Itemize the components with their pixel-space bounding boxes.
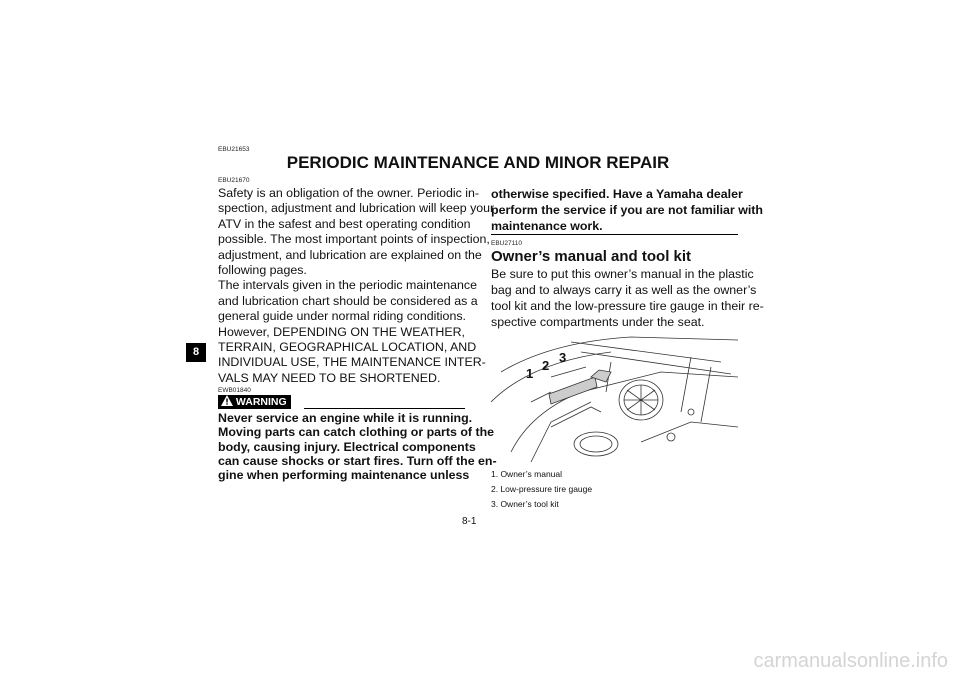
text-line: Never service an engine while it is running. [218, 411, 473, 425]
warning-badge [218, 395, 291, 409]
page-number: 8-1 [462, 516, 477, 527]
warning-text [218, 411, 497, 483]
divider [304, 408, 465, 409]
text-line: maintenance work. [491, 218, 738, 235]
section-tab: 8 [186, 343, 206, 362]
text-line: Be sure to put this owner’s manual in the plastic [491, 267, 754, 281]
subsection-paragraph [491, 266, 764, 330]
text-line: bag and to always carry it as well as the owner’s [491, 283, 757, 297]
text-line: Moving parts can catch clothing or parts of the [218, 425, 495, 440]
text-line: spection, adjustment and lubrication will keep your [218, 201, 495, 216]
text-line: possible. The most important points of inspection, [218, 232, 490, 247]
code-intro: EBU21670 [218, 177, 250, 184]
caption: 3. Owner’s tool kit [491, 499, 559, 509]
warning-header [218, 395, 465, 409]
text-line: ATV in the safest and best operating condition [218, 216, 471, 231]
caption: 1. Owner’s manual [491, 469, 563, 479]
text-line: and lubrication chart should be considered as a [218, 293, 478, 308]
watermark: carmanualsonline.info [753, 650, 948, 672]
warning-text-continued [491, 186, 763, 235]
text-line: otherwise specified. Have a Yamaha dealer [491, 187, 743, 201]
figure-captions [491, 467, 592, 512]
callout-1: 1 [526, 366, 534, 381]
warning-triangle-icon [221, 395, 233, 406]
code-title: EBU21653 [218, 146, 250, 153]
text-line: TERRAIN, GEOGRAPHICAL LOCATION, AND [218, 339, 477, 354]
text-line: general guide under normal riding conditions. [218, 309, 466, 324]
text-line: However, DEPENDING ON THE WEATHER, [218, 324, 465, 339]
text-line: spective compartments under the seat. [491, 315, 705, 329]
text-line: Safety is an obligation of the owner. Periodic in- [218, 186, 480, 200]
text-line: INDIVIDUAL USE, THE MAINTENANCE INTER- [218, 355, 486, 370]
warning-label: WARNING [235, 396, 287, 408]
text-line: The intervals given in the periodic maintenance [218, 278, 477, 293]
text-line: adjustment, and lubrication are explained on the [218, 247, 482, 262]
callout-3: 3 [559, 350, 567, 365]
text-line: can cause shocks or start fires. Turn off the en- [218, 453, 497, 468]
intro-paragraph [218, 186, 495, 386]
callout-2: 2 [542, 358, 550, 373]
text-line: tool kit and the low-pressure tire gauge in their re- [491, 299, 764, 313]
text-line: body, causing injury. Electrical components [218, 439, 476, 454]
text-line: gine when performing maintenance unless [218, 468, 470, 483]
text-line: following pages. [218, 262, 307, 277]
atv-seat-compartment-illustration [491, 332, 738, 466]
text-line: perform the service if you are not familiar with [491, 203, 763, 217]
subsection-title: Owner’s manual and tool kit [491, 248, 692, 265]
text-line: VALS MAY NEED TO BE SHORTENED. [218, 370, 441, 385]
code-subsection: EBU27110 [491, 240, 522, 247]
caption: 2. Low-pressure tire gauge [491, 484, 593, 494]
page-title: PERIODIC MAINTENANCE AND MINOR REPAIR [286, 153, 670, 172]
code-warning: EWB01840 [218, 387, 251, 394]
